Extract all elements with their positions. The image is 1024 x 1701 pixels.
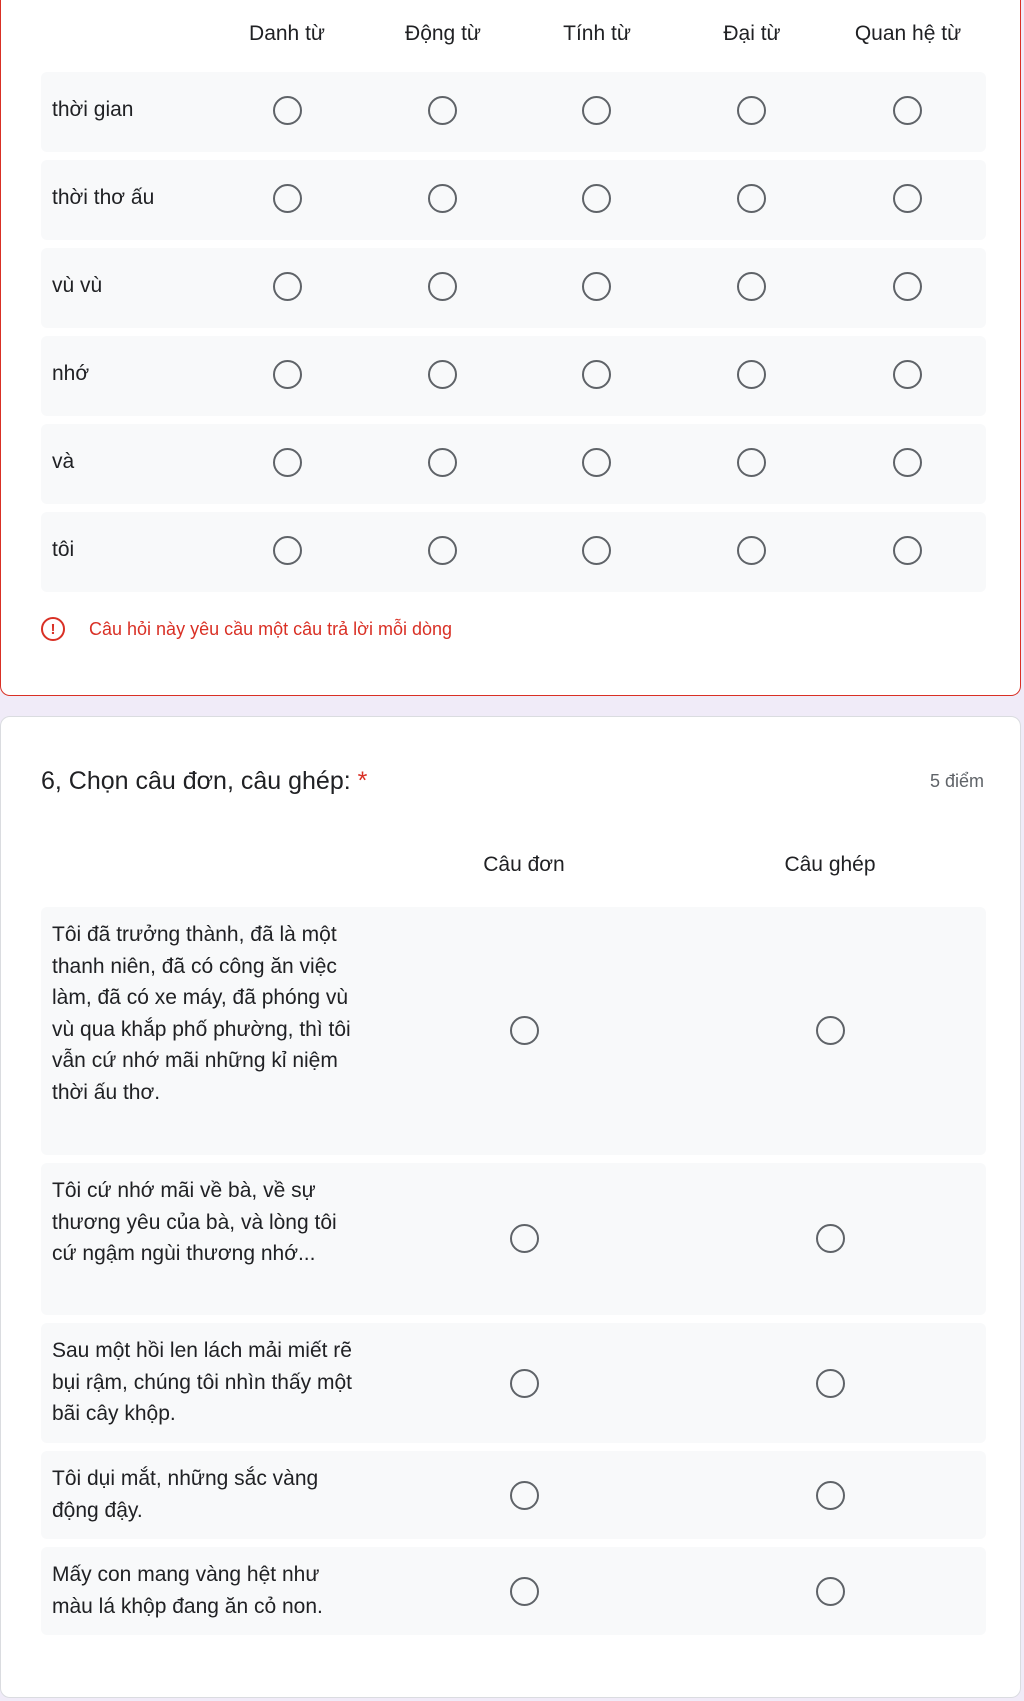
radio-tinh-tu[interactable] [582, 448, 611, 477]
grid-row-thoi-gian [41, 72, 986, 152]
radio-danh-tu[interactable] [273, 360, 302, 389]
sentence-text: Tôi cứ nhớ mãi về bà, về sự thương yêu của bà, và lòng tôi cứ ngậm ngùi thương nhớ... [52, 1179, 337, 1265]
radio-tinh-tu[interactable] [582, 536, 611, 565]
radio-quan-he-tu[interactable] [893, 536, 922, 565]
required-error-message [41, 617, 452, 641]
radio-quan-he-tu[interactable] [893, 448, 922, 477]
radio-dai-tu[interactable] [737, 184, 766, 213]
sentence-row-2 [41, 1163, 986, 1315]
radio-cau-don[interactable] [510, 1016, 539, 1045]
radio-cau-don[interactable] [510, 1369, 539, 1398]
radio-tinh-tu[interactable] [582, 360, 611, 389]
column-header-cau-ghep: Câu ghép [784, 853, 876, 876]
radio-cau-ghep[interactable] [816, 1577, 845, 1606]
points-label: 5 điểm [929, 771, 984, 791]
radio-cau-ghep[interactable] [816, 1481, 845, 1510]
radio-dong-tu[interactable] [428, 536, 457, 565]
row-label: tôi [52, 538, 75, 561]
radio-dai-tu[interactable] [737, 536, 766, 565]
question-title [41, 767, 367, 796]
column-header-quan-he-tu: Quan hệ từ [854, 22, 962, 45]
radio-danh-tu[interactable] [273, 96, 302, 125]
radio-dai-tu[interactable] [737, 448, 766, 477]
radio-quan-he-tu[interactable] [893, 360, 922, 389]
sentence-text: Sau một hồi len lách mải miết rẽ bụi rậm, chúng tôi nhìn thấy một bãi cây khộp. [52, 1339, 352, 1425]
radio-dong-tu[interactable] [428, 96, 457, 125]
radio-dong-tu[interactable] [428, 272, 457, 301]
radio-tinh-tu[interactable] [582, 272, 611, 301]
error-icon: ! [41, 617, 65, 641]
required-asterisk: * [357, 767, 368, 795]
radio-quan-he-tu[interactable] [893, 96, 922, 125]
radio-tinh-tu[interactable] [582, 184, 611, 213]
radio-dai-tu[interactable] [737, 360, 766, 389]
radio-dong-tu[interactable] [428, 184, 457, 213]
error-text: Câu hỏi này yêu cầu một câu trả lời mỗi dòng [89, 618, 452, 639]
grid-row-thoi-tho-au [41, 160, 986, 240]
radio-danh-tu[interactable] [273, 184, 302, 213]
grid-row-vu-vu [41, 248, 986, 328]
radio-cau-don[interactable] [510, 1577, 539, 1606]
row-label: và [52, 450, 75, 473]
row-label: thời gian [52, 98, 134, 121]
sentence-text: Mấy con mang vàng hệt như màu lá khộp đang ăn cỏ non. [52, 1563, 323, 1618]
sentence-text: Tôi đã trưởng thành, đã là một thanh niên, đã có công ăn việc làm, đã có xe máy, đã phóng vù vù qua khắp phố phường, thì tôi vẫn cứ nhớ mãi những kỉ niệm thời ấu thơ. [52, 923, 351, 1104]
radio-cau-don[interactable] [510, 1481, 539, 1510]
sentence-row-1 [41, 907, 986, 1155]
radio-danh-tu[interactable] [273, 448, 302, 477]
radio-cau-ghep[interactable] [816, 1224, 845, 1253]
column-header-dong-tu: Động từ [405, 22, 481, 45]
radio-danh-tu[interactable] [273, 272, 302, 301]
grid-question-card [0, 0, 1021, 696]
radio-quan-he-tu[interactable] [893, 184, 922, 213]
sentence-text: Tôi dụi mắt, những sắc vàng động đậy. [52, 1467, 319, 1522]
row-label: vù vù [52, 274, 103, 297]
column-header-tinh-tu: Tính từ [563, 22, 631, 45]
grid-row-va [41, 424, 986, 504]
column-header-danh-tu: Danh từ [249, 22, 325, 45]
radio-danh-tu[interactable] [273, 536, 302, 565]
grid-row-nho [41, 336, 986, 416]
radio-cau-ghep[interactable] [816, 1369, 845, 1398]
question-6-card [0, 716, 1021, 1698]
grid-row-toi [41, 512, 986, 592]
radio-dong-tu[interactable] [428, 360, 457, 389]
radio-dong-tu[interactable] [428, 448, 457, 477]
column-header-cau-don: Câu đơn [483, 853, 565, 876]
column-header-dai-tu: Đại từ [723, 22, 781, 45]
radio-quan-he-tu[interactable] [893, 272, 922, 301]
sentence-row-4 [41, 1451, 986, 1539]
radio-dai-tu[interactable] [737, 96, 766, 125]
radio-cau-ghep[interactable] [816, 1016, 845, 1045]
question-title-text: 6, Chọn câu đơn, câu ghép: [41, 767, 351, 795]
sentence-row-5 [41, 1547, 986, 1635]
row-label: nhớ [52, 362, 90, 385]
row-label: thời thơ ấu [52, 186, 155, 209]
grid-column-headers [1, 0, 1020, 64]
radio-tinh-tu[interactable] [582, 96, 611, 125]
sentence-row-3 [41, 1323, 986, 1443]
radio-dai-tu[interactable] [737, 272, 766, 301]
radio-cau-don[interactable] [510, 1224, 539, 1253]
